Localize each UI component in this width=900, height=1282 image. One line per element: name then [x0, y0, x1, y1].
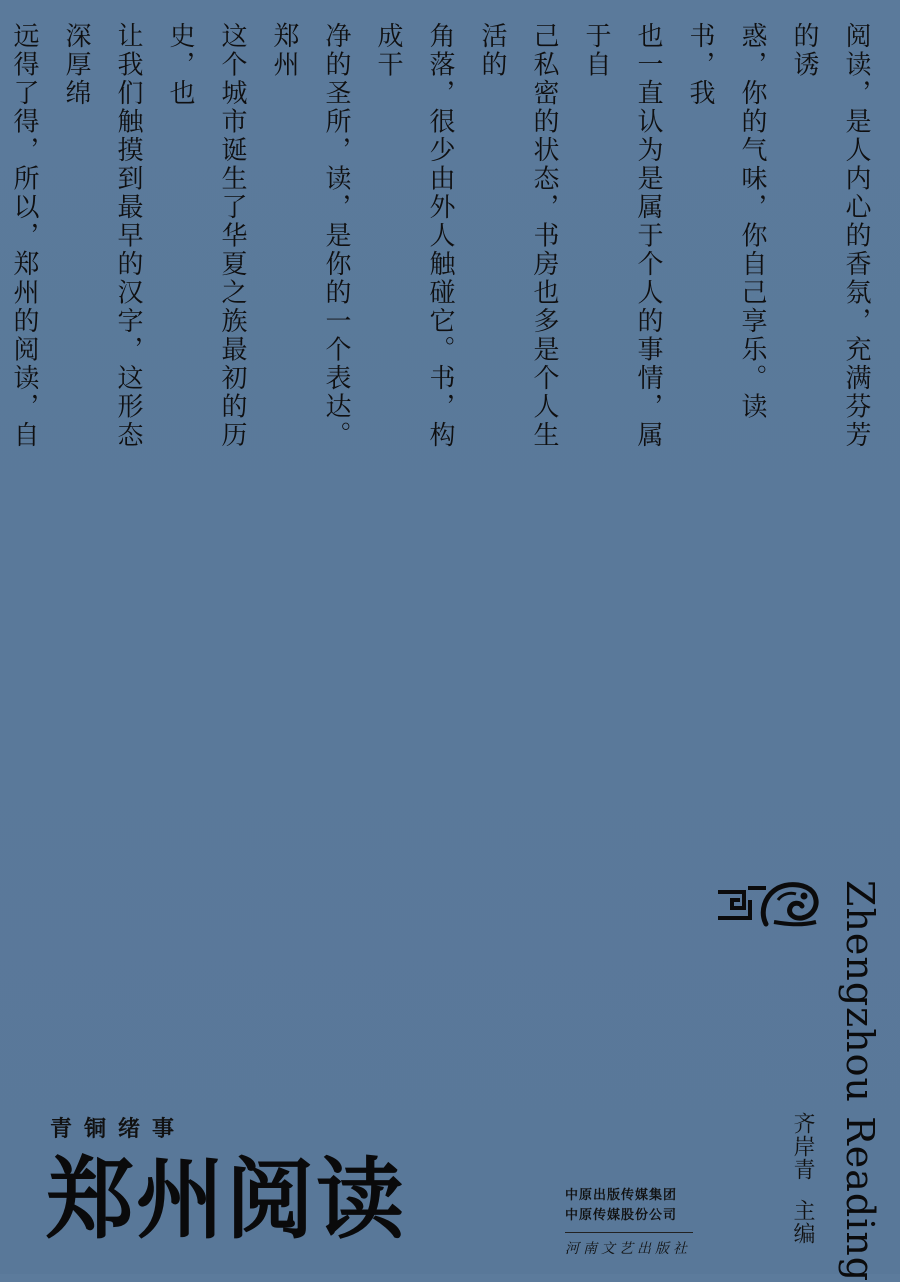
publisher-divider	[565, 1232, 693, 1233]
preface-line: 惑，你的气味，你自己享乐。读书，我	[685, 22, 767, 421]
bronze-pattern-logo-icon	[716, 878, 822, 930]
preface-line: 己私密的状态，书房也多是个人生活的	[477, 22, 559, 450]
preface-line: 阅读，是人内心的香氛，充满芬芳的诱	[789, 22, 871, 450]
preface-line: 也一直认为是属于个人的事情，属于自	[581, 22, 663, 450]
preface-text	[0, 22, 882, 462]
editor-name: 齐岸青	[790, 1112, 815, 1181]
preface-line: 净的圣所，读，是你的一个表达。郑州	[269, 22, 351, 450]
english-title: Zhengzhou Reading	[838, 880, 882, 1282]
book-title: 郑州阅读	[46, 1148, 407, 1251]
publisher-group: 中原出版传媒集团	[565, 1188, 678, 1203]
preface-line: 让我们触摸到最早的汉字，这形态深厚绵	[61, 22, 143, 450]
preface-line: 这个城市诞生了华夏之族最初的历史，也	[165, 22, 247, 450]
publisher-block	[565, 1186, 693, 1258]
preface-line: 角落，很少由外人触碰它。书，构成干	[373, 22, 455, 450]
editor-role: 主编	[790, 1199, 815, 1245]
publisher-company: 中原传媒股份公司	[565, 1208, 678, 1223]
editor-credit	[787, 1112, 818, 1245]
preface-line: 远得了得，所以，郑州的阅读，自	[9, 22, 39, 450]
publisher-press: 河南文艺出版社	[565, 1241, 691, 1257]
series-title: 青铜绪事	[50, 1117, 187, 1142]
